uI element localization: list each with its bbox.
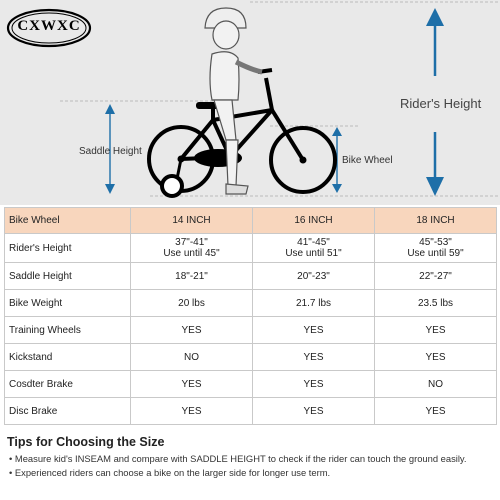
header-16-inch: 16 INCH xyxy=(253,208,375,234)
table-cell: NO xyxy=(375,371,497,398)
cell-value: 41"-45" xyxy=(297,237,330,248)
size-chart-table xyxy=(4,207,497,425)
table-cell: 23.5 lbs xyxy=(375,290,497,317)
table-cell: YES xyxy=(253,371,375,398)
table-cell: YES xyxy=(375,317,497,344)
row-label: Cosdter Brake xyxy=(5,371,131,398)
size-diagram xyxy=(0,0,500,205)
row-label: Disc Brake xyxy=(5,398,131,425)
table-cell: YES xyxy=(375,344,497,371)
table-cell: YES xyxy=(253,398,375,425)
header-14-inch: 14 INCH xyxy=(131,208,253,234)
table-row-coaster-brake xyxy=(5,371,497,398)
cell-note: Use until 45" xyxy=(163,248,220,259)
row-label: Kickstand xyxy=(5,344,131,371)
tip-item: • Experienced riders can choose a bike on the larger side for longer use term. xyxy=(9,466,499,480)
bike-wheel-label: Bike Wheel xyxy=(342,155,393,166)
table-row-riders-height xyxy=(5,234,497,263)
rider-height-label: Rider's Height xyxy=(400,96,482,111)
size-chart-table-wrapper xyxy=(4,207,496,425)
row-label: Saddle Height xyxy=(5,263,131,290)
table-cell: NO xyxy=(131,344,253,371)
table-cell xyxy=(131,234,253,263)
cell-value: 37"-41" xyxy=(175,237,208,248)
saddle-height-label: Saddle Height xyxy=(79,146,142,157)
tips-title: Tips for Choosing the Size xyxy=(7,435,165,449)
table-cell: YES xyxy=(375,398,497,425)
table-cell: YES xyxy=(131,317,253,344)
table-row-kickstand xyxy=(5,344,497,371)
table-cell: YES xyxy=(131,371,253,398)
table-header-row xyxy=(5,208,497,234)
row-label: Bike Weight xyxy=(5,290,131,317)
header-18-inch: 18 INCH xyxy=(375,208,497,234)
tips-list xyxy=(9,452,499,480)
row-label: Training Wheels xyxy=(5,317,131,344)
bike-icon xyxy=(149,70,335,196)
header-bike-wheel: Bike Wheel xyxy=(5,208,131,234)
table-cell: 22"-27" xyxy=(375,263,497,290)
table-cell: YES xyxy=(131,398,253,425)
table-row-bike-weight xyxy=(5,290,497,317)
table-cell: YES xyxy=(253,317,375,344)
cell-note: Use until 51" xyxy=(285,248,342,259)
table-cell xyxy=(253,234,375,263)
row-label: Rider's Height xyxy=(5,234,131,263)
cell-note: Use until 59" xyxy=(407,248,464,259)
brand-logo-text: CXWXC xyxy=(17,18,81,34)
table-cell: 18"-21" xyxy=(131,263,253,290)
table-cell: 20 lbs xyxy=(131,290,253,317)
table-row-training-wheels xyxy=(5,317,497,344)
table-cell xyxy=(375,234,497,263)
table-cell: 20"-23" xyxy=(253,263,375,290)
cell-value: 45"-53" xyxy=(419,237,452,248)
tip-item: • Measure kid's INSEAM and compare with SADDLE HEIGHT to check if the rider can touch the ground easily. xyxy=(9,452,499,466)
table-cell: YES xyxy=(253,344,375,371)
table-cell: 21.7 lbs xyxy=(253,290,375,317)
table-row-disc-brake xyxy=(5,398,497,425)
table-row-saddle-height xyxy=(5,263,497,290)
